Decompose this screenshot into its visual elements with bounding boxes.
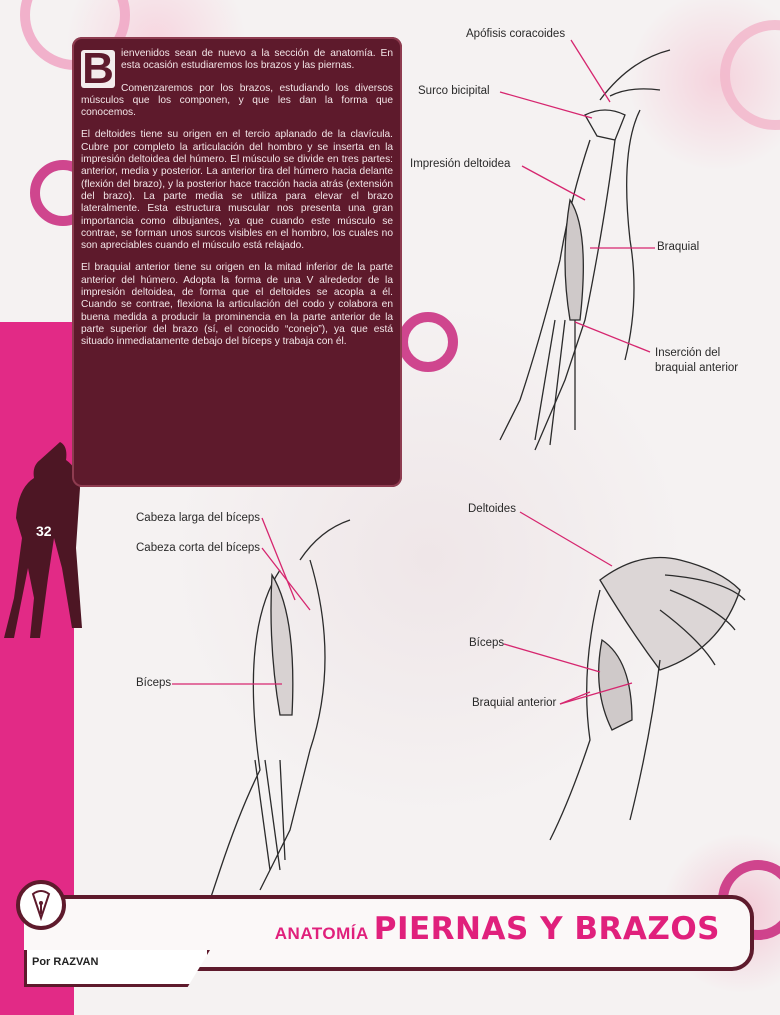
intro-paragraph-2: Comenzaremos por los brazos, estudiando los diversos músculos que los componen, y que les dan la forma que conocemos.: [81, 82, 393, 119]
label-braquial: Braquial: [657, 241, 700, 253]
pen-nib-glyph: [20, 884, 62, 926]
pen-nib-icon: [16, 880, 66, 930]
banner-title: [275, 911, 720, 947]
label-cabeza-corta: Cabeza corta del bíceps: [136, 542, 261, 554]
label-surco-bicipital: Surco bicipital: [418, 85, 490, 97]
label-apofisis-coracoides: Apófisis coracoides: [466, 28, 566, 40]
label-deltoides: Deltoides: [468, 503, 516, 515]
label-insercion-line-1: Inserción del: [655, 347, 721, 359]
author-credit: Por RAZVAN: [32, 956, 99, 968]
page-number: 32: [36, 523, 52, 539]
arm-biceps-left: [210, 520, 350, 900]
label-impresion-deltoidea: Impresión deltoidea: [410, 158, 511, 170]
label-insercion-line-2: braquial anterior: [655, 362, 739, 374]
drop-cap: B: [82, 44, 114, 93]
arm-skeleton-top: [500, 50, 670, 450]
intro-paragraph-4: El braquial anterior tiene su origen en la mitad inferior de la parte anterior del húmero. Adopta la forma de una V alrededor de la impresión deltoidea, de forma que el deltoides se acopla a él. Cuando se contrae, flexiona la articulación del codo y colabora en buena medida a producir la prominencia en la parte anterior de la parte superior del brazo (sí, el conocido “conejo”), ya que está situado inmediatamente debajo del bíceps y trabaja con él.: [81, 262, 393, 348]
intro-paragraph-1: B ienvenidos sean de nuevo a la sección de anatomía. En esta ocasión estudiaremos los brazos y las piernas.: [82, 44, 393, 93]
banner-prefix: ANATOMÍA: [274, 924, 369, 943]
label-cabeza-larga: Cabeza larga del bíceps: [136, 512, 261, 524]
intro-paragraph-3: El deltoides tiene su origen en el tercio aplanado de la clavícula. Cubre por completo la articulación del hombro y se inserta en la impresión deltoidea del húmero. El músculo se divide en tres partes: anterior, media y posterior. La anterior tira del húmero hacia delante (flexión del brazo), y la posterior hace tracción hacia atrás (extensión del brazo). La parte media se utiliza para elevar el brazo lateralmente. Esta estructura muscular nos presenta una gran importancia como dibujantes, ya que cuando este músculo se contrae, se forman unos surcos visibles en el hombro, los cuales no son apreciables cuando el músculo está relajado.: [81, 129, 393, 252]
label-biceps-right: Bíceps: [469, 637, 505, 649]
label-biceps-left: Bíceps: [136, 677, 172, 689]
banner-main-title: PIERNAS Y BRAZOS: [373, 911, 720, 947]
label-braquial-anterior: Braquial anterior: [472, 697, 557, 709]
